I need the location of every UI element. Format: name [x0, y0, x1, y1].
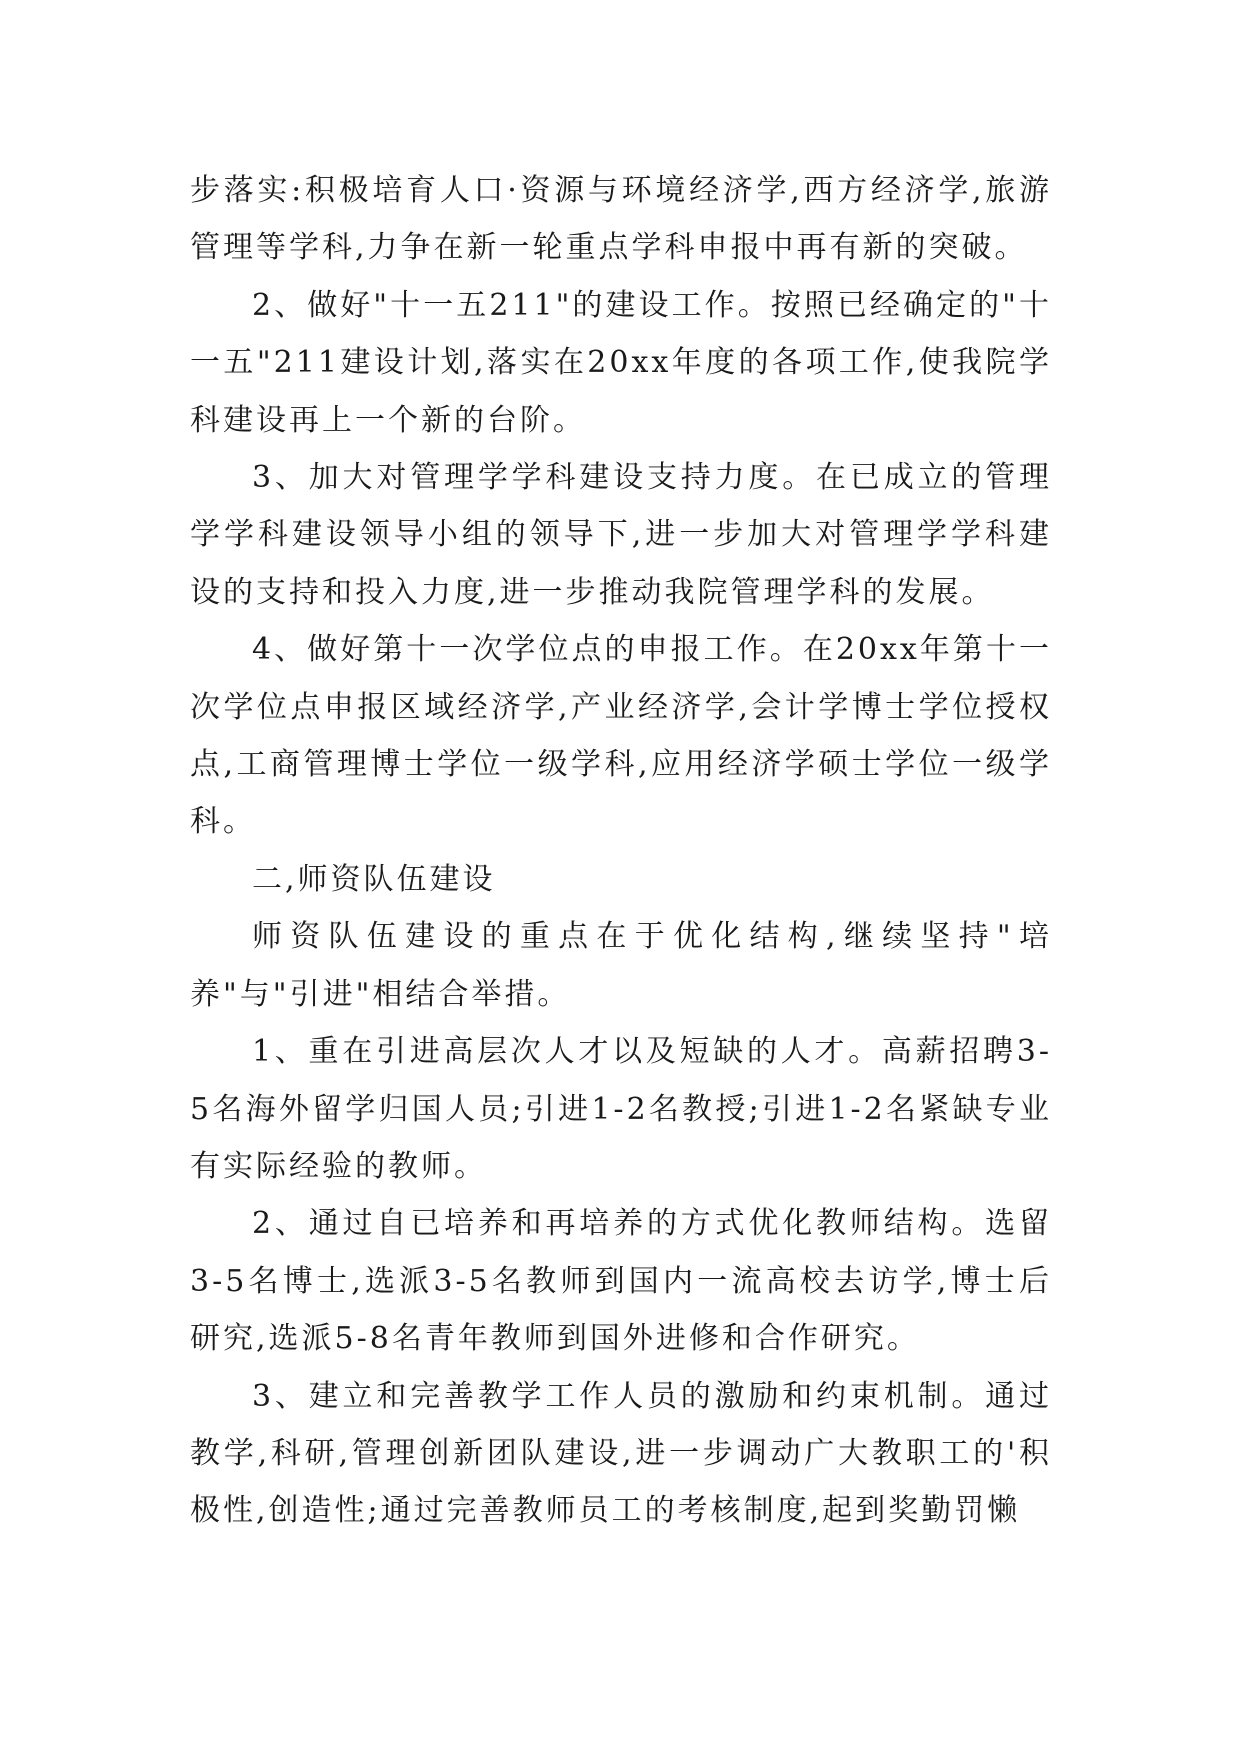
section-heading-faculty: 二,师资队伍建设 [252, 861, 496, 897]
paragraph-item-4-degree-points: 4、做好第十一次学位点的申报工作。在20xx年第十一次学位点申报区域经济学,产业经济学,会计学博士学位授权点,工商管理博士学位一级学科,应用经济学硕士学位一级学科。 [190, 632, 1052, 840]
paragraph-item-3-incentives: 3、建立和完善教学工作人员的激励和约束机制。通过教学,科研,管理创新团队建设,进一步调动广大教职工的'积极性,创造性;通过完善教师员工的考核制度,起到奖勤罚懒 [190, 1378, 1052, 1529]
document-body [190, 162, 1052, 1540]
paragraph-item-3-management-discipline: 3、加大对管理学学科建设支持力度。在已成立的管理学学科建设领导小组的领导下,进一步加大对管理学学科建设的支持和投入力度,进一步推动我院管理学科的发展。 [190, 460, 1052, 610]
paragraph-item-2-training: 2、通过自已培养和再培养的方式优化教师结构。选留3-5名博士,选派3-5名教师到国内一流高校去访学,博士后研究,选派5-8名青年教师到国外进修和合作研究。 [190, 1206, 1052, 1357]
paragraph-faculty-intro: 师资队伍建设的重点在于优化结构,继续坚持"培养"与"引进"相结合举措。 [190, 919, 1052, 1012]
paragraph-item-1-recruitment: 1、重在引进高层次人才以及短缺的人才。高薪招聘3-5名海外留学归国人员;引进1-2名教授;引进1-2名紧缺专业有实际经验的教师。 [190, 1034, 1052, 1184]
paragraph-item-2-211-project: 2、做好"十一五211"的建设工作。按照已经确定的"十一五"211建设计划,落实在20xx年度的各项工作,使我院学科建设再上一个新的台阶。 [190, 287, 1052, 438]
paragraph-continuation: 步落实:积极培育人口·资源与环境经济学,西方经济学,旅游管理等学科,力争在新一轮重点学科申报中再有新的突破。 [190, 173, 1052, 266]
